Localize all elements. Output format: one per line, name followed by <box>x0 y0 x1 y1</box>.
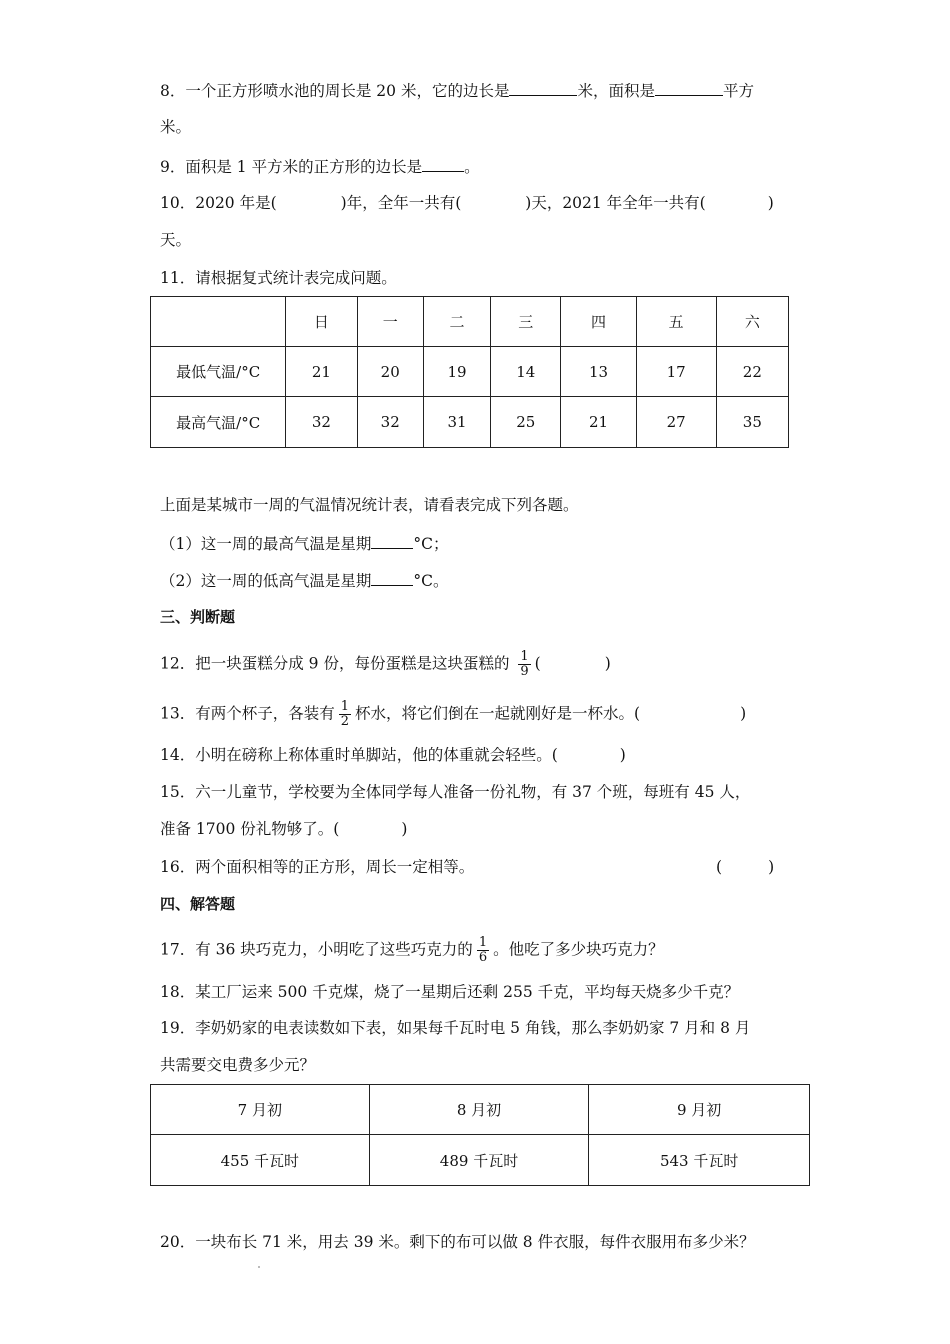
answer-blank[interactable] <box>371 533 413 549</box>
table-cell: 32 <box>286 397 357 448</box>
question-18: 18．某工厂运来 500 千克煤，烧了一星期后还剩 255 千克，平均每天烧多少千克？ <box>160 983 740 1001</box>
table-row <box>151 1135 810 1186</box>
table-cell: 五 <box>636 297 716 347</box>
scan-speck <box>258 1266 260 1268</box>
question-11-sub2: （2）这一周的低高气温是星期 °C。 <box>160 572 449 590</box>
question-10-cont: 天。 <box>160 231 192 249</box>
question-11-sub1: （1）这一周的最高气温是星期 °C； <box>160 535 449 553</box>
table-cell: 日 <box>286 297 357 347</box>
meter-table <box>150 1084 810 1186</box>
question-19-cont: 共需要交电费多少元？ <box>160 1056 316 1074</box>
table-cell: 32 <box>357 397 423 448</box>
table-header-row <box>151 297 789 347</box>
table-cell: 25 <box>491 397 561 448</box>
table-cell: 31 <box>423 397 490 448</box>
question-20: 20．一块布长 71 米，用去 39 米。剩下的布可以做 8 件衣服，每件衣服用布多少米？ <box>160 1233 755 1251</box>
fraction: $\frac{1}{9}$ <box>520 649 529 679</box>
table-cell: 二 <box>423 297 490 347</box>
answer-blank[interactable] <box>422 156 464 172</box>
question-9: 9．面积是 1 平方米的正方形的边长是 。 <box>160 158 480 176</box>
table-cell: 22 <box>716 347 788 397</box>
table-header-row <box>151 1085 810 1135</box>
question-12: 12．把一块蛋糕分成 9 份，每份蛋糕是这块蛋糕的 $\frac{1}{9}$ ( ) <box>160 649 611 679</box>
question-17: 17．有 36 块巧克力，小明吃了这些巧克力的 $\frac{1}{6}$ 。他吃了多少块巧克力？ <box>160 935 664 965</box>
section-3-heading: 三、判断题 <box>160 608 236 626</box>
table-cell: 8 月初 <box>369 1085 589 1135</box>
table-cell: 14 <box>491 347 561 397</box>
table-cell: 17 <box>636 347 716 397</box>
table-cell: 21 <box>561 397 636 448</box>
question-8-cont: 米。 <box>160 118 192 136</box>
table-cell: 455 千瓦时 <box>151 1135 370 1186</box>
question-11-desc: 上面是某城市一周的气温情况统计表，请看表完成下列各题。 <box>160 496 579 514</box>
table-cell: 543 千瓦时 <box>589 1135 810 1186</box>
question-10: 10．2020 年是( )年，全年一共有( )天，2021 年全年一共有( ) <box>160 194 774 212</box>
table-cell: 19 <box>423 347 490 397</box>
table-row <box>151 347 789 397</box>
question-11: 11．请根据复式统计表完成问题。 <box>160 269 397 287</box>
question-15-cont: 准备 1700 份礼物够了。( ) <box>160 820 408 838</box>
table-cell <box>151 297 286 347</box>
fraction: $\frac{1}{6}$ <box>478 935 488 965</box>
table-cell: 最低气温/°C <box>151 347 286 397</box>
table-cell: 四 <box>561 297 636 347</box>
question-15: 15．六一儿童节，学校要为全体同学每人准备一份礼物，有 37 个班，每班有 45 人， <box>160 783 751 801</box>
table-cell: 一 <box>357 297 423 347</box>
table-cell: 三 <box>491 297 561 347</box>
temperature-table <box>150 296 789 448</box>
question-8: 8．一个正方形喷水池的周长是 20 米，它的边长是 米，面积是 平方 <box>160 82 754 100</box>
table-cell: 489 千瓦时 <box>369 1135 589 1186</box>
table-cell: 20 <box>357 347 423 397</box>
answer-blank[interactable] <box>509 80 577 96</box>
question-16-answer: ( ) <box>716 858 775 876</box>
table-cell: 27 <box>636 397 716 448</box>
table-cell: 9 月初 <box>589 1085 810 1135</box>
table-cell: 21 <box>286 347 357 397</box>
answer-blank[interactable] <box>371 570 413 586</box>
question-16: 16．两个面积相等的正方形，周长一定相等。 <box>160 858 475 876</box>
question-19: 19．李奶奶家的电表读数如下表，如果每千瓦时电 5 角钱，那么李奶奶家 7 月和 8 月 <box>160 1019 751 1037</box>
table-cell: 13 <box>561 347 636 397</box>
table-row <box>151 397 789 448</box>
table-cell: 最高气温/°C <box>151 397 286 448</box>
table-cell: 六 <box>716 297 788 347</box>
section-4-heading: 四、解答题 <box>160 895 236 913</box>
table-cell: 7 月初 <box>151 1085 370 1135</box>
question-14: 14．小明在磅称上称体重时单脚站，他的体重就会轻些。( ) <box>160 746 626 764</box>
fraction: $\frac{1}{2}$ <box>340 699 350 729</box>
table-cell: 35 <box>716 397 788 448</box>
answer-blank[interactable] <box>655 80 723 96</box>
question-13: 13．有两个杯子，各装有 $\frac{1}{2}$ 杯水，将它们倒在一起就刚好是一杯水。( ) <box>160 699 747 729</box>
